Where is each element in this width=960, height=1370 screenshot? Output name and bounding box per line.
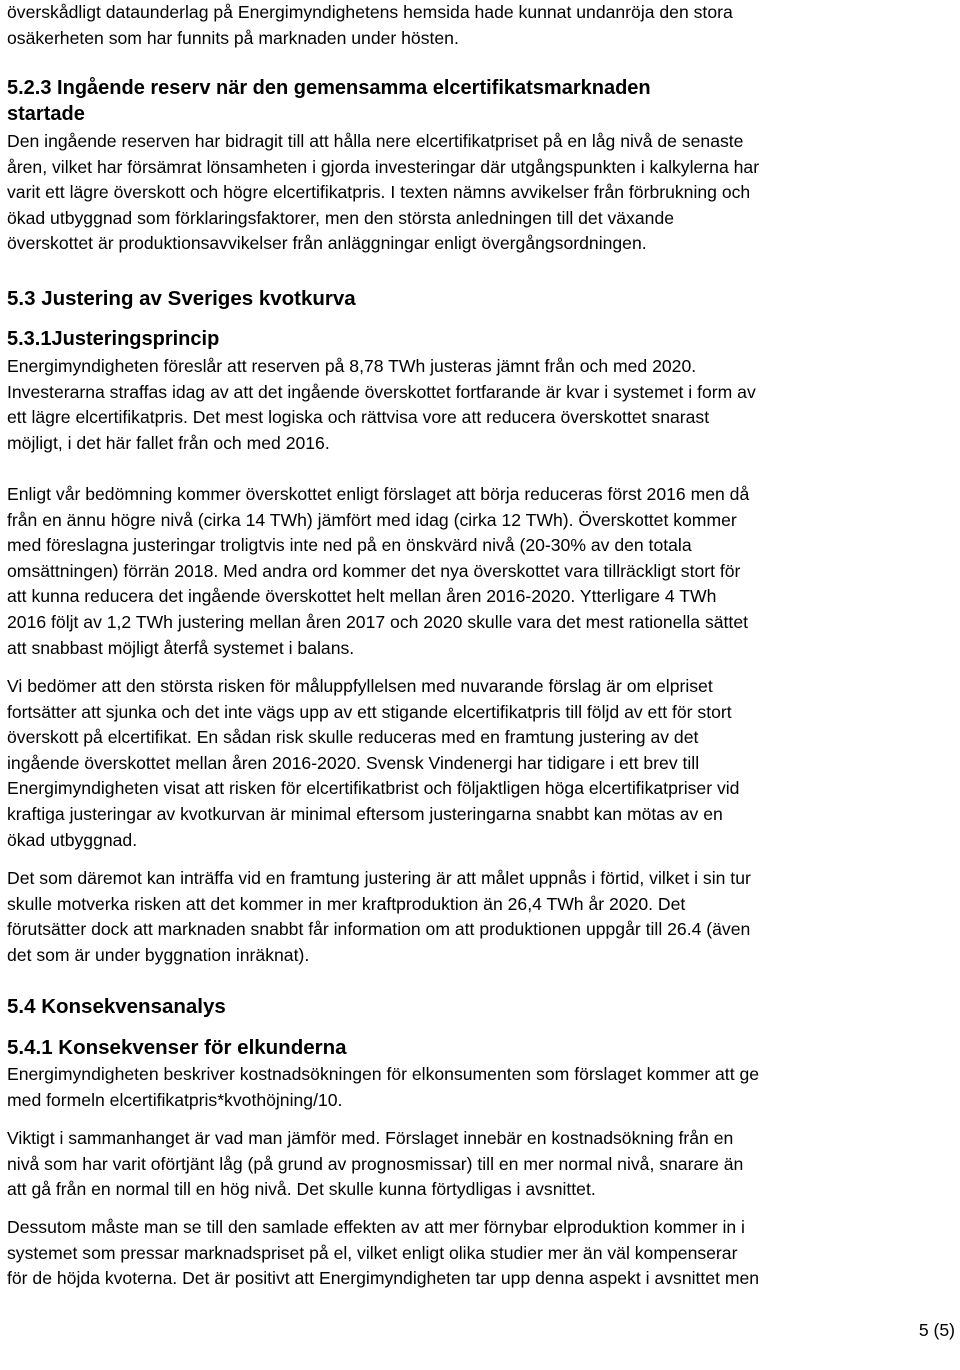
- text-line: överskådligt dataunderlag på Energimyndighetens hemsida hade kunnat undanröja den stora: [7, 2, 733, 22]
- text-line: varit ett lägre överskott och högre elcertifikatpris. I texten nämns avvikelser från förbrukning och: [7, 182, 751, 203]
- text-line: med föreslagna justeringar troligtvis inte ned på en önskvärd nivå (20-30% av den totala: [7, 535, 692, 556]
- paragraph: [7, 866, 751, 968]
- paragraph: [7, 674, 739, 853]
- text-line: nivå som har varit oförtjänt låg (på grund av prognosmissar) till en mer normal nivå, snarare än: [7, 1153, 744, 1174]
- page-number: 5 (5): [918, 1320, 955, 1340]
- text-line: överskott på elcertifikat. En sådan risk skulle reduceras med en framtung justering av det: [7, 727, 699, 748]
- text-line: överskottet är produktionsavvikelser från anläggningar enligt övergångsordningen.: [7, 233, 647, 254]
- section-heading-5-4: 5.4 Konsekvensanalys: [7, 995, 226, 1018]
- text-line: omsättningen) förrän 2018. Med andra ord kommer det nya överskottet vara tillräckligt stort för: [7, 560, 741, 581]
- text-line: Dessutom måste man se till den samlade effekten av att mer förnybar elproduktion kommer in i: [7, 1217, 745, 1237]
- paragraph: [7, 1215, 759, 1292]
- text-line: osäkerheten som har funnits på marknaden under hösten.: [7, 27, 459, 48]
- text-line: det som är under byggnation inräknat).: [7, 944, 310, 965]
- text-line: systemet som pressar marknadspriset på el, vilket enligt olika studier mer än väl kompenserar: [7, 1242, 738, 1263]
- paragraph: [7, 482, 749, 661]
- text-line: ingående överskottet mellan åren 2016-2020. Svensk Vindenergi har tidigare i ett brev till: [7, 752, 700, 773]
- heading-line: startade: [7, 102, 85, 125]
- heading-line: 5.2.3 Ingående reserv när den gemensamma elcertifikatsmarknaden: [7, 77, 651, 99]
- text-line: för de höjda kvoterna. Det är positivt att Energimyndigheten tar upp denna aspekt i avsnittet men: [7, 1268, 760, 1289]
- section-heading-5-3: 5.3 Justering av Sveriges kvotkurva: [7, 287, 356, 310]
- text-line: med formeln elcertifikatpris*kvothöjning/10.: [7, 1089, 343, 1110]
- text-line: skulle motverka risken att det kommer in mer kraftproduktion än 26,4 TWh år 2020. Det: [7, 893, 686, 914]
- text-line: möjligt, i det här fallet från och med 2016.: [7, 432, 330, 453]
- text-line: ökad utbyggnad.: [7, 829, 138, 850]
- text-line: ett lägre elcertifikatpris. Det mest logiska och rättvisa vore att reducera överskottet snarast: [7, 407, 710, 428]
- text-line: Investerarna straffas idag av att det ingående överskottet fortfarande är kvar i systemet i form av: [7, 381, 756, 402]
- text-line: ökad utbyggnad som förklaringsfaktorer, men den största anledningen till det växande: [7, 207, 675, 228]
- text-line: Energimyndigheten visat att risken för elcertifikatbrist och följaktligen höga elcertifikatpriser vid: [7, 778, 740, 799]
- text-line: Energimyndigheten beskriver kostnadsökningen för elkonsumenten som förslaget kommer att ge: [7, 1064, 760, 1084]
- text-line: åren, vilket har försämrat lönsamheten i gjorda investeringar där utgångspunkten i kalkylerna har: [7, 156, 760, 177]
- text-line: Viktigt i sammanhanget är vad man jämför med. Förslaget innebär en kostnadsökning från en: [7, 1128, 734, 1148]
- text-line: förutsätter dock att marknaden snabbt får information om att produktionen uppgår till 26.4 (även: [7, 919, 751, 940]
- paragraph: [7, 1126, 743, 1203]
- text-line: att gå från en normal till en hög nivå. Det skulle kunna förtydligas i avsnittet.: [7, 1179, 596, 1200]
- paragraph: [7, 1062, 759, 1113]
- text-line: fortsätter att sjunka och det inte vägs upp av ett stigande elcertifikatpris till följd av ett för stort: [7, 701, 732, 722]
- text-line: från en ännu högre nivå (cirka 14 TWh) jämfört med idag (cirka 12 TWh). Överskottet kommer: [7, 509, 737, 530]
- intro-paragraph: [7, 0, 733, 51]
- text-line: kraftiga justeringar av kvotkurvan är minimal eftersom justeringarna snabbt kan mötas av en: [7, 803, 723, 824]
- text-line: att snabbast möjligt återfå systemet i balans.: [7, 637, 355, 658]
- text-line: Energimyndigheten föreslår att reserven på 8,78 TWh justeras jämnt från och med 2020.: [7, 356, 697, 376]
- section-heading-5-2-3: [7, 76, 651, 127]
- section-paragraph-5-2-3: [7, 129, 759, 257]
- section-heading-5-4-1: 5.4.1 Konsekvenser för elkunderna: [7, 1036, 347, 1059]
- text-line: Vi bedömer att den största risken för måluppfyllelsen med nuvarande förslag är om elpriset: [7, 676, 713, 696]
- text-line: Det som däremot kan inträffa vid en framtung justering är att målet uppnås i förtid, vilket i sin tur: [7, 868, 751, 888]
- section-heading-5-3-1: 5.3.1Justeringsprincip: [7, 328, 220, 350]
- text-line: att kunna reducera det ingående överskottet helt mellan åren 2016-2020. Ytterligare 4 TWh: [7, 586, 717, 607]
- paragraph: [7, 354, 756, 456]
- text-line: Den ingående reserven har bidragit till att hålla nere elcertifikatpriset på en låg nivå de senaste: [7, 131, 744, 151]
- text-line: Enligt vår bedömning kommer överskottet enligt förslaget att börja reduceras först 2016 men då: [7, 484, 750, 504]
- text-line: 2016 följt av 1,2 TWh justering mellan åren 2017 och 2020 skulle vara det mest rationella sättet: [7, 611, 748, 632]
